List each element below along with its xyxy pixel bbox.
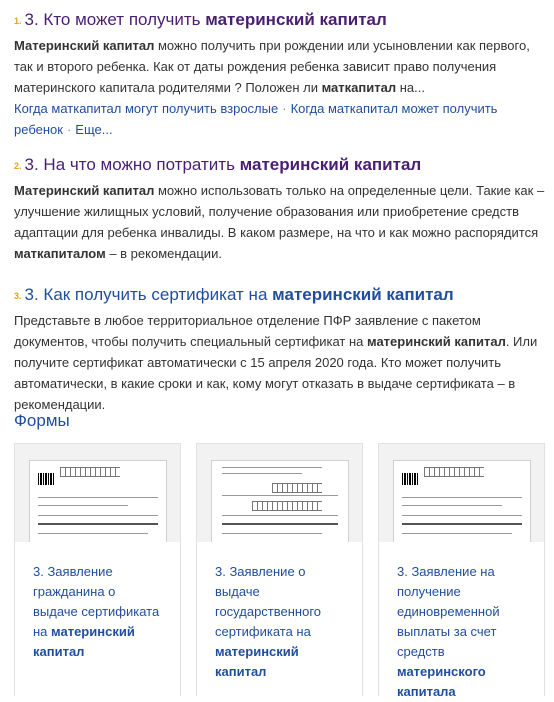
result-number: 2. [14,161,22,171]
form-card-3[interactable] [378,443,545,699]
form-thumbnail [379,444,544,542]
form-thumbnail [197,444,362,542]
result-number: 1. [14,16,22,26]
result-snippet-3: Представьте в любое территориальное отделение ПФР заявление с пакетом документов, чтобы получить специальный сертификат на материнский капитал. Или получите сертификат автоматически с 15 апреля 2020 года. Кто может получить автоматически, в какие сроки и как, кому могут отказать в выдаче сертификата – в рекомендации. [14,313,538,412]
result-link-1[interactable]: 3. Кто может получить материнский капитал [24,10,387,29]
result-title-2[interactable] [14,153,549,179]
result-number: 3. [14,291,22,301]
forms-carousel [14,443,554,699]
form-card-2[interactable] [196,443,363,696]
result-title-1[interactable] [14,8,549,34]
result-link-3[interactable]: 3. Как получить сертификат на материнский капитал [24,285,454,304]
sitelink-adults[interactable]: Когда маткапитал могут получить взрослые [14,101,279,116]
forms-heading: Формы [14,411,70,430]
sitelink-more[interactable]: Еще... [75,122,113,137]
form-card-title: 3. Заявление на получение единовременной выплаты за счет средств материнского капитала [397,564,500,699]
sitelinks: Когда маткапитал могут получить взрослые · Когда маткапитал может получить ребенок · Еще... [14,101,498,137]
form-card-title: 3. Заявление гражданина о выдаче сертификата на материнский капитал [33,564,160,659]
form-card-1[interactable] [14,443,181,696]
search-result-2 [14,153,549,264]
search-result-1 [14,8,549,140]
search-result-3 [14,283,549,415]
result-snippet-2: Материнский капитал можно использовать только на определенные цели. Такие как – улучшение жилищных условий, получение образования или приобретение средств адаптации для ребенка инвалиды. В каком размере, на что и как можно распорядится маткапиталом – в рекомендации. [14,183,545,261]
form-card-title: 3. Заявление о выдаче государственного сертификата на материнский капитал [215,564,322,679]
result-title-3[interactable] [14,283,549,309]
sitelink-child[interactable]: Когда маткапитал может получить ребенок [14,101,498,137]
result-link-2[interactable]: 3. На что можно потратить материнский капитал [24,155,422,174]
result-snippet-1: Материнский капитал можно получить при рождении или усыновлении как первого, так и второго ребенка. Как от даты рождения ребенка зависит право получения материнского капитала родителями ? Положен ли маткапитал на... [14,38,530,95]
form-thumbnail [15,444,180,542]
